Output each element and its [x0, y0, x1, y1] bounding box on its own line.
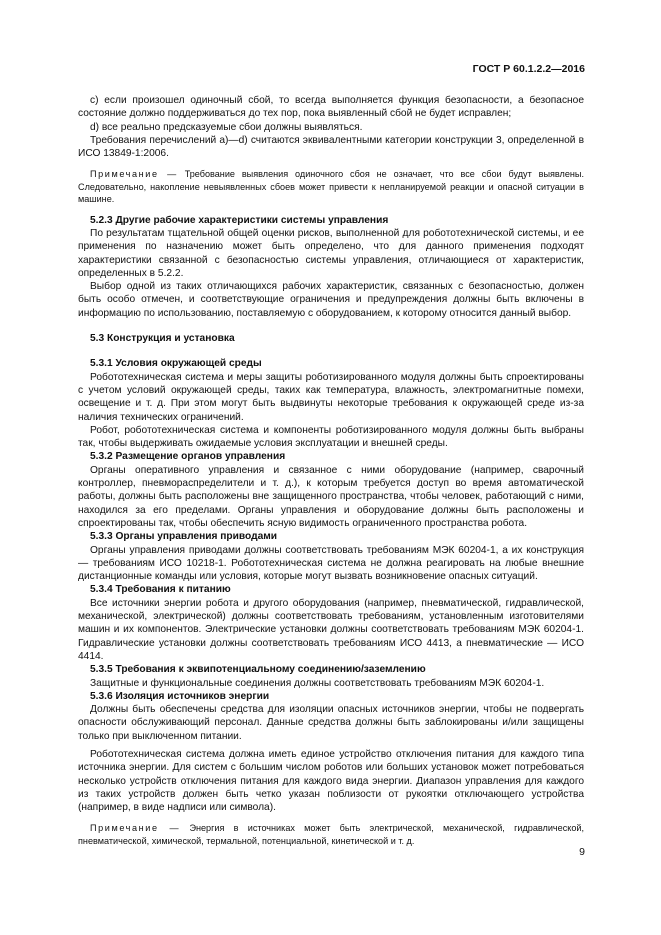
section-heading-5-2-3: 5.2.3 Другие рабочие характеристики системы управления [90, 214, 389, 226]
paragraph: Органы управления приводами должны соответствовать требованиям МЭК 60204-1, а их конструкция — требованиям ИСО 10218-1. Робототехническая система не должна реагировать на любые внешние дистанционные команды или условия, которые могут вызвать возникновение опасных ситуаций. [78, 544, 584, 583]
note [78, 822, 584, 847]
section-heading-5-3-2: 5.3.2 Размещение органов управления [90, 451, 286, 463]
section-heading-5-3: 5.3 Конструкция и установка [90, 333, 235, 345]
note-text: Требование выявления одиночного сбоя не означает, что все сбои будут выявлены. Следовательно, накопление невыявленных сбоев может привести к непланируемой реакции и опасной ситуации в машине. [78, 169, 584, 205]
note-label: Примечание — [90, 823, 181, 834]
section-heading-5-3-6: 5.3.6 Изоляция источников энергии [90, 690, 270, 702]
section-heading-5-3-1: 5.3.1 Условия окружающей среды [90, 358, 262, 370]
note-text: Энергия в источниках может быть электрической, механической, гидравлической, пневматической, химической, термальной, потенциальной, кинетической и т. д. [78, 823, 584, 846]
paragraph: Робототехническая система должна иметь единое устройство отключения питания для каждого типа источника энергии. Для систем с большим числом роботов или больших установок может потребоваться несколько устройств отключения питания для каждого вида энергии. Диапазон управления для каждого из таких устройств должен быть четко указан поблизости от рукоятки отключающего устройства (например, в виде надписи или символа). [78, 748, 584, 814]
paragraph: Защитные и функциональные соединения должны соответствовать требованиям МЭК 60204-1. [90, 677, 545, 689]
paragraph: Выбор одной из таких отличающихся рабочих характеристик, связанных с безопасностью, должен быть особо отмечен, и соответствующие ограничения и предупреждения должны быть включены в информацию по использованию, поставляемую с оборудованием, к которому относится данный выбор. [78, 281, 584, 319]
paragraph: Должны быть обеспечены средства для изоляции опасных источников энергии, чтобы не подвергать опасности обслуживающий персонал. Данные средства должны быть заблокированы и/или защищены только при выключенном питании. [78, 704, 584, 742]
paragraph: Робот, робототехническая система и компоненты роботизированного модуля должны быть выбраны так, чтобы выдерживать ожидаемые условия эксплуатации и внешней среды. [78, 424, 584, 450]
note-label: Примечание — [90, 169, 178, 180]
paragraph: Органы оперативного управления и связанное с ними оборудование (например, сварочный контроллер, пневмораспределители и т. д.), к которым требуется доступ во время автоматической работы, должны быть расположены вне защищенного пространства, чтобы человек, работающий с ними, находился за его пределами. Органы управления и оборудование должны быть расположены и спроектированы так, чтобы обеспечить ясную видимость ограниченного пространства робота. [78, 464, 584, 529]
page-number: 9 [579, 846, 585, 858]
paragraph: Требования перечислений a)—d) считаются эквивалентными категории конструкции 3, определенной в ИСО 13849-1:2006. [78, 134, 584, 160]
document-id: ГОСТ Р 60.1.2.2—2016 [472, 63, 585, 75]
paragraph: Робототехническая система и меры защиты роботизированного модуля должны быть спроектированы с учетом условий окружающей среды, таких как температура, влажность, электромагнитные помехи, освещение и т. д. При этом могут быть выдвинуты некоторые требования к окружающей среде из-за наличия технических ограничений. [78, 371, 584, 423]
paragraph: По результатам тщательной общей оценки рисков, выполненной для робототехнической системы, и ее применения по назначению может быть определено, что для данного применения подходят характеристики связанной с безопасностью системы управления, отличающиеся от характеристик, определенных в 5.2.2. [78, 228, 584, 279]
list-item-c: c) если произошел одиночный сбой, то всегда выполняется функция безопасности, а безопасное состояние должно поддерживаться до тех пор, пока выявленный сбой не будет исправлен; [78, 95, 584, 120]
note [78, 168, 584, 205]
section-heading-5-3-5: 5.3.5 Требования к эквипотенциальному соединению/заземлению [90, 664, 426, 676]
page-body [78, 94, 584, 847]
section-heading-5-3-3: 5.3.3 Органы управления приводами [90, 531, 278, 543]
list-item-d: d) все реально предсказуемые сбои должны выявляться. [90, 121, 363, 133]
section-heading-5-3-4: 5.3.4 Требования к питанию [90, 584, 231, 596]
paragraph: Все источники энергии робота и другого оборудования (например, пневматической, гидравлической, механической, электрической) должны соответствовать требованиям, установленным изготовителями машин и их компонентов. Электрические установки должны соответствовать требованиям МЭК 60204-1. Гидравлические установки должны соответствовать требованиям ИСО 4413, а пневматические — ИСО 4414. [78, 597, 584, 662]
